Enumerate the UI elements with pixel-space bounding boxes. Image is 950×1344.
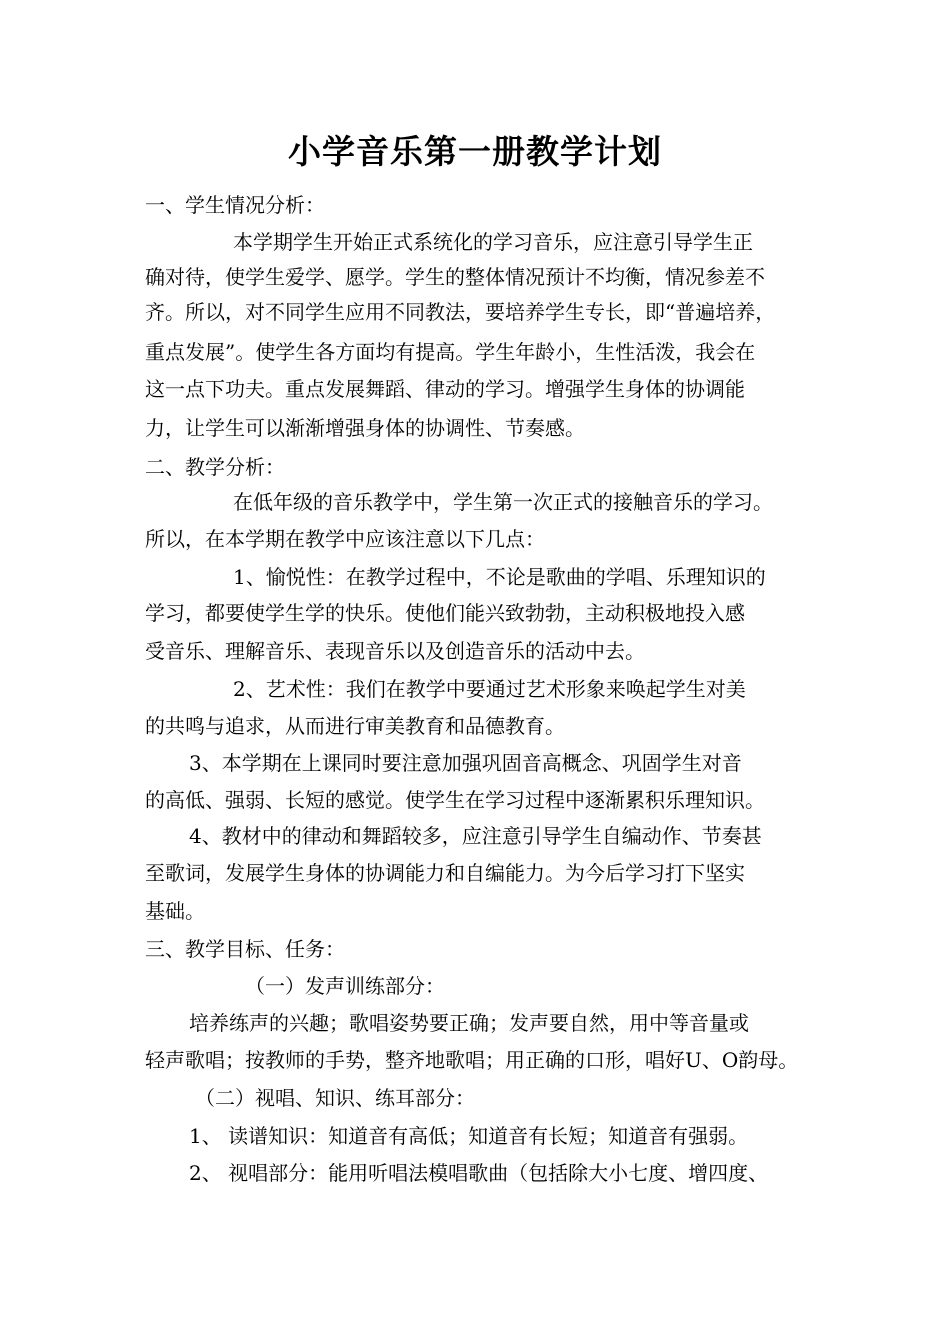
- list-item: 1、 读谱知识：知道音有高低；知道音有长短；知道音有强弱。: [189, 1124, 749, 1148]
- section-heading-teaching-analysis: 二、教学分析：: [145, 455, 285, 479]
- list-item: 2、 视唱部分：能用听唱法模唱歌曲（包括除大小七度、增四度、: [189, 1161, 769, 1185]
- paragraph-line: 4、教材中的律动和舞蹈较多，应注意引导学生自编动作、节奏甚: [189, 824, 762, 848]
- section-heading-student-analysis: 一、学生情况分析：: [145, 193, 325, 217]
- paragraph-line: 本学期学生开始正式系统化的学习音乐，应注意引导学生正: [233, 230, 753, 254]
- paragraph-line: 确对待，使学生爱学、愿学。学生的整体情况预计不均衡，情况参差不: [145, 265, 765, 289]
- paragraph-line: 至歌词，发展学生身体的协调能力和自编能力。为今后学习打下坚实: [145, 861, 745, 885]
- paragraph-line: 这一点下功夫。重点发展舞蹈、律动的学习。增强学生身体的协调能: [145, 377, 745, 401]
- paragraph-line: 的高低、强弱、长短的感觉。使学生在学习过程中逐渐累积乐理知识。: [145, 788, 765, 812]
- paragraph-line: 学习，都要使学生学的快乐。使他们能兴致勃勃，主动积极地投入感: [145, 601, 745, 625]
- paragraph-line: 2、艺术性：我们在教学中要通过艺术形象来唤起学生对美: [233, 677, 746, 701]
- paragraph-line: 1、愉悦性：在教学过程中，不论是歌曲的学唱、乐理知识的: [233, 565, 766, 589]
- subsection-heading-sight-singing: （二）视唱、知识、练耳部分：: [195, 1086, 475, 1110]
- document-title: 小学音乐第一册教学计划: [288, 132, 662, 171]
- paragraph-line: 重点发展”。使学生各方面均有提高。学生年龄小，生性活泼，我会在: [145, 340, 756, 364]
- paragraph-line: 力，让学生可以渐渐增强身体的协调性、节奏感。: [145, 416, 585, 440]
- paragraph-line: 在低年级的音乐教学中，学生第一次正式的接触音乐的学习。: [233, 490, 773, 514]
- section-heading-goals-tasks: 三、教学目标、任务：: [145, 937, 345, 961]
- paragraph-line: 受音乐、理解音乐、表现音乐以及创造音乐的活动中去。: [145, 639, 645, 663]
- paragraph-line: 培养练声的兴趣；歌唱姿势要正确；发声要自然，用中等音量或: [189, 1011, 749, 1035]
- subsection-heading-vocal-training: （一）发声训练部分：: [245, 974, 445, 998]
- paragraph-line: 轻声歌唱；按教师的手势，整齐地歌唱；用正确的口形，唱好U、O韵母。: [145, 1048, 799, 1072]
- paragraph-line: 基础。: [145, 899, 205, 923]
- paragraph-line: 3、本学期在上课同时要注意加强巩固音高概念、巩固学生对音: [189, 751, 742, 775]
- paragraph-line: 齐。所以，对不同学生应用不同教法，要培养学生专长，即“普遍培养，: [145, 300, 776, 324]
- paragraph-line: 的共鸣与追求，从而进行审美教育和品德教育。: [145, 714, 565, 738]
- paragraph-line: 所以，在本学期在教学中应该注意以下几点：: [145, 527, 545, 551]
